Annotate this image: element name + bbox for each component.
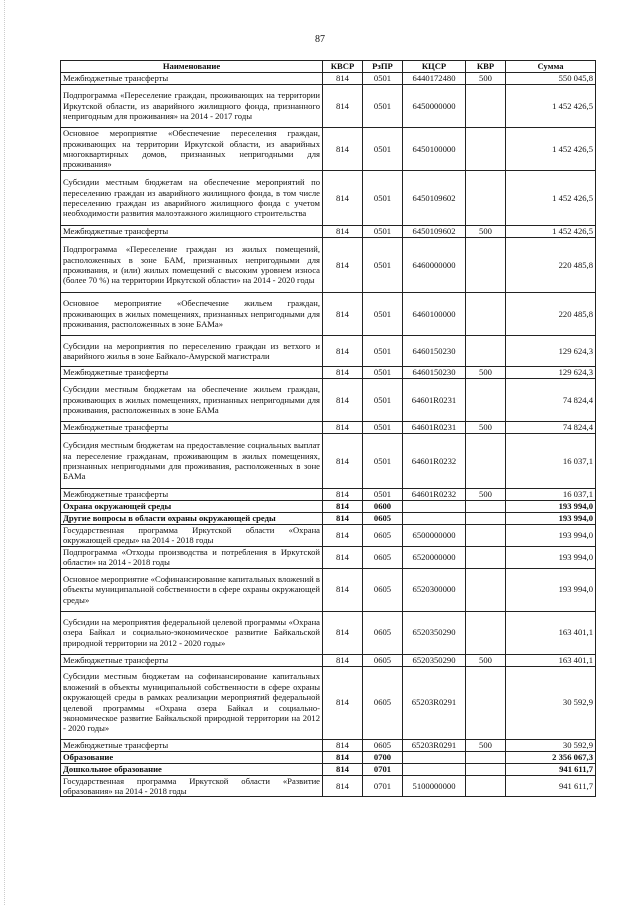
table-row xyxy=(61,128,596,171)
cell-kcsr: 6520350290 xyxy=(403,654,466,666)
cell-name: Субсидии местным бюджетам на обеспечение мероприятий по переселению граждан из аварийного жилищного фонда, в том числе переселению граждан из аварийного жилищного фонда с учетом необходимости развития малоэтажного жилищного строительства xyxy=(61,171,323,226)
table-row xyxy=(61,775,596,797)
header-name: Наименование xyxy=(61,61,323,73)
cell-name: Другие вопросы в области охраны окружающей среды xyxy=(61,513,323,525)
cell-rzpr: 0501 xyxy=(363,73,403,85)
cell-name: Межбюджетные трансферты xyxy=(61,422,323,434)
cell-name: Основное мероприятие «Софинансирование капитальных вложений в объекты муниципальной собственности в сфере охраны окружающей среды» xyxy=(61,568,323,611)
cell-name: Подпрограмма «Переселение граждан, проживающих на территории Иркутской области, из аварийного жилищного фонда, признанного непригодным для проживания» на 2014 - 2017 годы xyxy=(61,85,323,128)
cell-kcsr: 6500000000 xyxy=(403,525,466,547)
cell-sum: 1 452 426,5 xyxy=(506,171,596,226)
page-number: 87 xyxy=(315,34,325,45)
cell-kvsr: 814 xyxy=(323,763,363,775)
cell-kvr xyxy=(466,293,506,336)
cell-kvsr: 814 xyxy=(323,85,363,128)
cell-kvsr: 814 xyxy=(323,568,363,611)
table-row xyxy=(61,739,596,751)
cell-kvsr: 814 xyxy=(323,226,363,238)
cell-kcsr: 64601R0232 xyxy=(403,489,466,501)
cell-sum: 74 824,4 xyxy=(506,422,596,434)
cell-kvr: 500 xyxy=(466,226,506,238)
cell-rzpr: 0501 xyxy=(363,367,403,379)
cell-kvsr: 814 xyxy=(323,611,363,654)
cell-sum: 193 994,0 xyxy=(506,501,596,513)
table-row xyxy=(61,367,596,379)
cell-kcsr: 6450100000 xyxy=(403,128,466,171)
cell-name: Образование xyxy=(61,751,323,763)
cell-kvr xyxy=(466,775,506,797)
cell-kvr xyxy=(466,379,506,422)
cell-kcsr: 6460100000 xyxy=(403,293,466,336)
cell-kcsr: 64601R0231 xyxy=(403,379,466,422)
cell-kvsr: 814 xyxy=(323,751,363,763)
cell-kvsr: 814 xyxy=(323,379,363,422)
cell-rzpr: 0605 xyxy=(363,568,403,611)
table-row xyxy=(61,611,596,654)
cell-kvsr: 814 xyxy=(323,422,363,434)
cell-kvr xyxy=(466,546,506,568)
table-row xyxy=(61,501,596,513)
cell-rzpr: 0605 xyxy=(363,654,403,666)
table-row xyxy=(61,751,596,763)
table-row xyxy=(61,763,596,775)
cell-kcsr: 6460000000 xyxy=(403,238,466,293)
cell-name: Подпрограмма «Отходы производства и потребления в Иркутской области» на 2014 - 2018 годы xyxy=(61,546,323,568)
cell-kvr xyxy=(466,336,506,367)
cell-sum: 1 452 426,5 xyxy=(506,85,596,128)
cell-kcsr: 6440172480 xyxy=(403,73,466,85)
cell-kcsr: 6450109602 xyxy=(403,171,466,226)
table-row xyxy=(61,546,596,568)
cell-rzpr: 0605 xyxy=(363,525,403,547)
cell-kvsr: 814 xyxy=(323,73,363,85)
cell-rzpr: 0501 xyxy=(363,379,403,422)
table-row xyxy=(61,654,596,666)
cell-kvr: 500 xyxy=(466,73,506,85)
cell-name: Субсидии на мероприятия по переселению граждан из ветхого и аварийного жилья в зоне Байкало-Амурской магистрали xyxy=(61,336,323,367)
cell-rzpr: 0501 xyxy=(363,293,403,336)
cell-sum: 193 994,0 xyxy=(506,525,596,547)
cell-rzpr: 0501 xyxy=(363,422,403,434)
table-row xyxy=(61,379,596,422)
cell-sum: 30 592,9 xyxy=(506,666,596,739)
cell-kvsr: 814 xyxy=(323,293,363,336)
cell-kvr xyxy=(466,568,506,611)
cell-kvr xyxy=(466,611,506,654)
cell-rzpr: 0501 xyxy=(363,489,403,501)
cell-kvsr: 814 xyxy=(323,128,363,171)
cell-kcsr: 64601R0232 xyxy=(403,434,466,489)
cell-sum: 129 624,3 xyxy=(506,336,596,367)
cell-rzpr: 0501 xyxy=(363,171,403,226)
cell-kcsr: 6460150230 xyxy=(403,336,466,367)
binding-margin xyxy=(4,0,6,905)
cell-sum: 129 624,3 xyxy=(506,367,596,379)
cell-sum: 220 485,8 xyxy=(506,293,596,336)
cell-kcsr: 6520000000 xyxy=(403,546,466,568)
cell-rzpr: 0605 xyxy=(363,739,403,751)
cell-sum: 193 994,0 xyxy=(506,513,596,525)
cell-kcsr xyxy=(403,513,466,525)
cell-kcsr: 6450000000 xyxy=(403,85,466,128)
cell-kvr: 500 xyxy=(466,422,506,434)
header-kvsr: КВСР xyxy=(323,61,363,73)
cell-kvr xyxy=(466,85,506,128)
cell-sum: 163 401,1 xyxy=(506,654,596,666)
cell-kvr xyxy=(466,751,506,763)
cell-rzpr: 0605 xyxy=(363,546,403,568)
cell-kcsr: 64601R0231 xyxy=(403,422,466,434)
table-row xyxy=(61,73,596,85)
cell-kvsr: 814 xyxy=(323,739,363,751)
cell-kvr xyxy=(466,501,506,513)
cell-name: Подпрограмма «Переселение граждан из жилых помещений, расположенных в зоне БАМ, признанных непригодными для проживания, и (или) жилых помещений с высоким уровнем износа (более 70 %) на территории Иркутской области» на 2014 - 2020 годы xyxy=(61,238,323,293)
cell-sum: 193 994,0 xyxy=(506,546,596,568)
cell-kcsr: 6460150230 xyxy=(403,367,466,379)
cell-name: Субсидии на мероприятия федеральной целевой программы «Охрана озера Байкал и социально-экономическое развитие Байкальской природной территории на 2012 - 2020 годы» xyxy=(61,611,323,654)
cell-sum: 941 611,7 xyxy=(506,775,596,797)
cell-kvr: 500 xyxy=(466,367,506,379)
cell-sum: 220 485,8 xyxy=(506,238,596,293)
cell-name: Межбюджетные трансферты xyxy=(61,367,323,379)
cell-name: Субсидии местным бюджетам на обеспечение жильем граждан, проживающих в жилых помещениях, признанных непригодными для проживания, расположенных в зоне БАМа xyxy=(61,379,323,422)
cell-kvsr: 814 xyxy=(323,171,363,226)
cell-kvr xyxy=(466,434,506,489)
cell-name: Межбюджетные трансферты xyxy=(61,73,323,85)
header-row xyxy=(61,61,596,73)
cell-rzpr: 0501 xyxy=(363,238,403,293)
cell-kvsr: 814 xyxy=(323,666,363,739)
cell-kvsr: 814 xyxy=(323,654,363,666)
cell-kvsr: 814 xyxy=(323,489,363,501)
table-row xyxy=(61,85,596,128)
table-row xyxy=(61,434,596,489)
cell-name: Основное мероприятие «Обеспечение жильем граждан, проживающих в жилых помещениях, признанных непригодными для проживания, расположенных в зоне БАМа» xyxy=(61,293,323,336)
table-row xyxy=(61,513,596,525)
cell-name: Охрана окружающей среды xyxy=(61,501,323,513)
cell-sum: 2 356 067,3 xyxy=(506,751,596,763)
cell-rzpr: 0600 xyxy=(363,501,403,513)
cell-name: Межбюджетные трансферты xyxy=(61,739,323,751)
cell-kvsr: 814 xyxy=(323,434,363,489)
header-kcsr: КЦСР xyxy=(403,61,466,73)
cell-name: Основное мероприятие «Обеспечение переселения граждан, проживающих на территории Иркутской области, из аварийных многоквартирных домов, признанных непригодными для проживания» xyxy=(61,128,323,171)
cell-kcsr: 6520300000 xyxy=(403,568,466,611)
cell-kcsr xyxy=(403,763,466,775)
cell-name: Межбюджетные трансферты xyxy=(61,226,323,238)
cell-kcsr: 6450109602 xyxy=(403,226,466,238)
cell-sum: 30 592,9 xyxy=(506,739,596,751)
cell-name: Субсидии местным бюджетам на софинансирование капитальных вложений в объекты муниципальной собственности в сфере охраны окружающей среды в рамках реализации мероприятий федеральной целевой программы «Охрана озера Байкал и социально-экономическое развитие Байкальской природной территории на 2012 - 2020 годы» xyxy=(61,666,323,739)
cell-name: Дошкольное образование xyxy=(61,763,323,775)
table-row xyxy=(61,525,596,547)
cell-kvsr: 814 xyxy=(323,513,363,525)
table-row xyxy=(61,293,596,336)
cell-sum: 1 452 426,5 xyxy=(506,128,596,171)
cell-rzpr: 0501 xyxy=(363,434,403,489)
cell-kvr: 500 xyxy=(466,739,506,751)
cell-kvr xyxy=(466,171,506,226)
budget-table xyxy=(60,60,596,797)
table-row xyxy=(61,226,596,238)
cell-rzpr: 0701 xyxy=(363,775,403,797)
cell-sum: 163 401,1 xyxy=(506,611,596,654)
cell-kvr: 500 xyxy=(466,489,506,501)
cell-kcsr: 5100000000 xyxy=(403,775,466,797)
cell-rzpr: 0701 xyxy=(363,763,403,775)
cell-sum: 16 037,1 xyxy=(506,489,596,501)
cell-rzpr: 0605 xyxy=(363,611,403,654)
table-row xyxy=(61,238,596,293)
cell-name: Государственная программа Иркутской области «Охрана окружающей среды» на 2014 - 2018 годы xyxy=(61,525,323,547)
cell-rzpr: 0501 xyxy=(363,226,403,238)
cell-kvr xyxy=(466,666,506,739)
cell-rzpr: 0700 xyxy=(363,751,403,763)
header-kvr: КВР xyxy=(466,61,506,73)
cell-name: Межбюджетные трансферты xyxy=(61,654,323,666)
table-row xyxy=(61,171,596,226)
cell-rzpr: 0501 xyxy=(363,128,403,171)
table-row xyxy=(61,666,596,739)
cell-name: Субсидия местным бюджетам на предоставление социальных выплат на переселение гражданам, проживающим в жилых помещениях, признанных непригодными для проживания, расположенных в зоне БАМа xyxy=(61,434,323,489)
cell-kcsr xyxy=(403,501,466,513)
cell-kvsr: 814 xyxy=(323,525,363,547)
cell-kvr xyxy=(466,128,506,171)
table-row xyxy=(61,336,596,367)
cell-kvsr: 814 xyxy=(323,238,363,293)
cell-kvsr: 814 xyxy=(323,501,363,513)
cell-kvsr: 814 xyxy=(323,367,363,379)
header-rzpr: РзПР xyxy=(363,61,403,73)
cell-rzpr: 0501 xyxy=(363,336,403,367)
header-sum: Сумма xyxy=(506,61,596,73)
table-row xyxy=(61,489,596,501)
cell-rzpr: 0501 xyxy=(363,85,403,128)
cell-sum: 193 994,0 xyxy=(506,568,596,611)
cell-sum: 941 611,7 xyxy=(506,763,596,775)
cell-kvr xyxy=(466,525,506,547)
cell-kvsr: 814 xyxy=(323,775,363,797)
cell-kvr xyxy=(466,763,506,775)
cell-kcsr xyxy=(403,751,466,763)
cell-rzpr: 0605 xyxy=(363,666,403,739)
cell-kvsr: 814 xyxy=(323,546,363,568)
cell-sum: 1 452 426,5 xyxy=(506,226,596,238)
cell-kcsr: 65203R0291 xyxy=(403,666,466,739)
cell-kvr xyxy=(466,238,506,293)
cell-rzpr: 0605 xyxy=(363,513,403,525)
cell-kcsr: 6520350290 xyxy=(403,611,466,654)
cell-name: Государственная программа Иркутской области «Развитие образования» на 2014 - 2018 годы xyxy=(61,775,323,797)
cell-kcsr: 65203R0291 xyxy=(403,739,466,751)
cell-kvr xyxy=(466,513,506,525)
cell-sum: 550 045,8 xyxy=(506,73,596,85)
table-row xyxy=(61,568,596,611)
cell-name: Межбюджетные трансферты xyxy=(61,489,323,501)
cell-kvsr: 814 xyxy=(323,336,363,367)
table-row xyxy=(61,422,596,434)
cell-sum: 16 037,1 xyxy=(506,434,596,489)
cell-sum: 74 824,4 xyxy=(506,379,596,422)
cell-kvr: 500 xyxy=(466,654,506,666)
